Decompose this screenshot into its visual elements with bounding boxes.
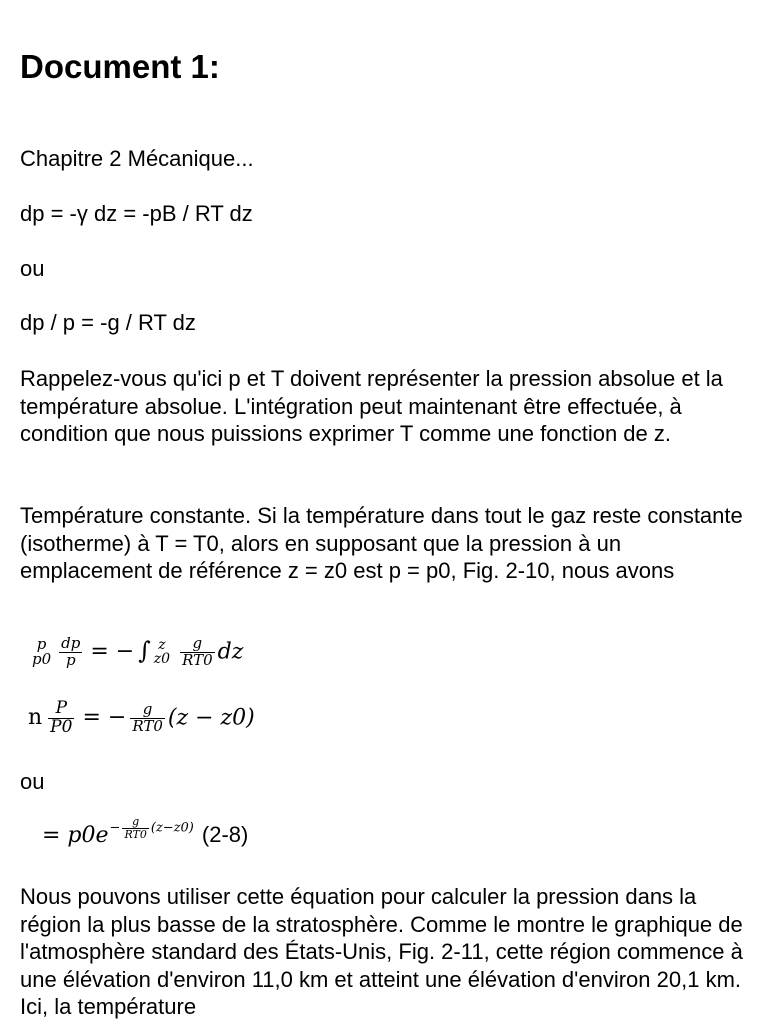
document-title: Document 1:: [20, 48, 220, 85]
integral-bounds-left: p p0: [32, 634, 52, 669]
conjunction-ou-1: ou: [20, 256, 45, 281]
fraction-p-over-p0: $\frac{P}{P0}$: [50, 698, 73, 737]
ln-fragment: n: [28, 705, 43, 731]
integral-limits: z z0: [153, 636, 171, 668]
formula-log-ratio: [28, 700, 255, 737]
paragraph-constant-temperature: Température constante. Si la température dans tout le gaz reste constante (isotherme) à T = T0, alors en supposant que la pression à un emplacement de référence z = z0 est p = p0, Fig. 2-10, nous avons: [20, 503, 743, 583]
equals-minus-2: = −: [82, 705, 127, 731]
formula-exponential: [42, 815, 249, 848]
conjunction-ou-2: ou: [20, 769, 45, 794]
formula-integral: [30, 636, 243, 669]
exponent: − $\frac{g}{RT0}$ (z−z0): [109, 815, 194, 841]
equation-number: (2-8): [201, 822, 249, 847]
equation-dp-over-p: dp / p = -g / RT dz: [20, 310, 196, 335]
chapter-heading: Chapitre 2 Mécanique...: [20, 146, 254, 171]
paragraph-stratosphere: Nous pouvons utiliser cette équation pour calculer la pression dans la région la plus basse de la stratosphère. Comme le montre le graphique de l'atmosphère standard des États-Unis, Fig. 2-11, cette région commence à une élévation d'environ 11,0 km et atteint une élévation d'environ 20,1 km. Ici, la température: [20, 884, 743, 1019]
equation-dp: dp = -γ dz = -pB / RT dz: [20, 201, 253, 226]
paragraph-absolute-pressure: Rappelez-vous qu'ici p et T doivent représenter la pression absolue et la température absolue. L'intégration peut maintenant être effectuée, à condition que nous puissions exprimer T comme une fonction de z.: [20, 366, 723, 446]
fraction-dp-over-p: $\frac{dp}{p}$: [61, 634, 81, 669]
fraction-g-over-rt0-2: $\frac{g}{RT0}$: [132, 700, 163, 735]
differential-dz: dz: [217, 639, 244, 665]
difference-z-z0: (z − z0): [167, 705, 255, 731]
equals-minus: = −: [90, 639, 135, 665]
integral-sign: ∫: [138, 636, 151, 665]
fraction-g-over-rt0: $\frac{g}{RT0}$: [182, 634, 213, 669]
exp-lhs: = p0e: [42, 823, 109, 848]
